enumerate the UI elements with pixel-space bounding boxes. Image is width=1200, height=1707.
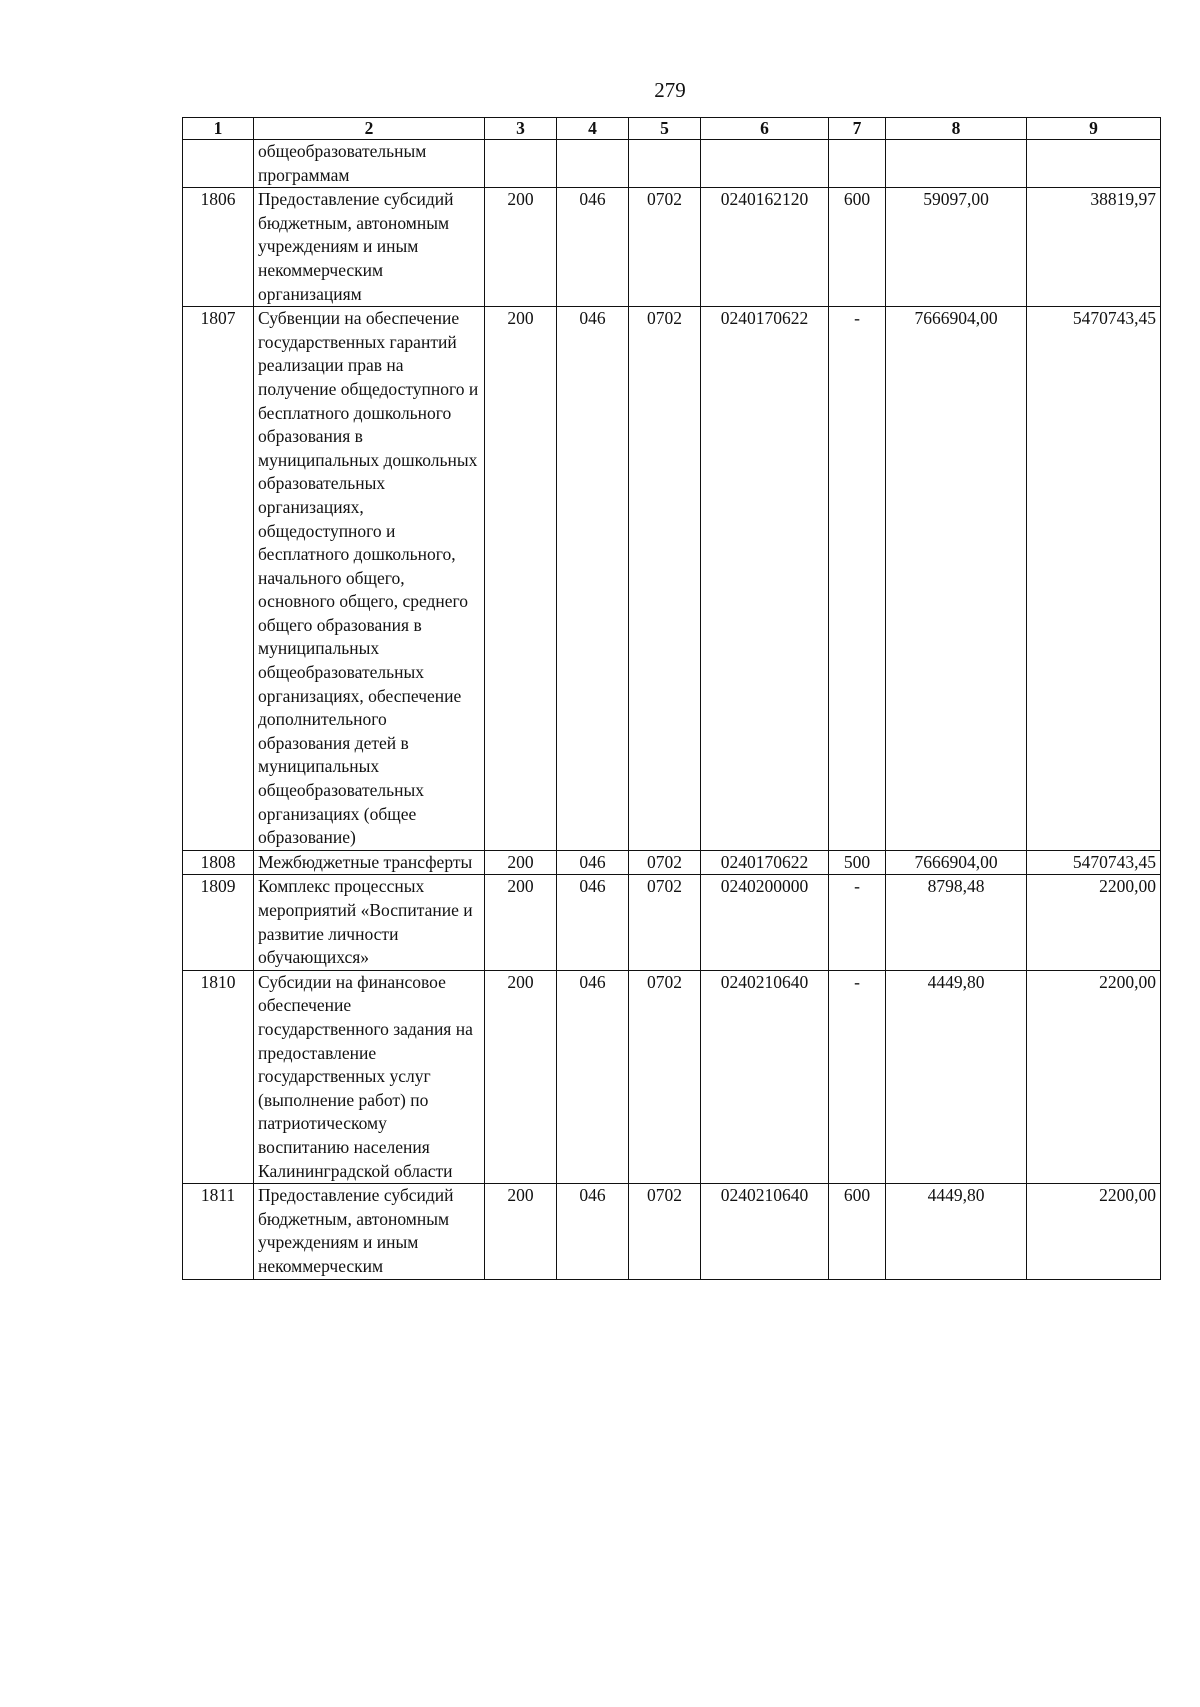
column-number-row (183, 118, 1161, 140)
code-cell: 046 (557, 875, 629, 970)
row-number-cell: 1810 (183, 970, 254, 1183)
table-row (183, 850, 1161, 875)
code-cell: 046 (557, 970, 629, 1183)
column-header: 7 (829, 118, 886, 140)
table-body (183, 140, 1161, 1280)
column-header: 4 (557, 118, 629, 140)
table-row (183, 1184, 1161, 1279)
column-header: 3 (485, 118, 557, 140)
table-row (183, 188, 1161, 307)
code-cell: 0240210640 (701, 970, 829, 1183)
amount-cell: 38819,97 (1027, 188, 1161, 307)
budget-table (182, 117, 1161, 1280)
item-name-cell: Предоставление субсидий бюджетным, автономным учреждениям и иным некоммерческим организациям (254, 188, 485, 307)
row-number-cell: 1811 (183, 1184, 254, 1279)
code-cell: 500 (829, 850, 886, 875)
column-header: 9 (1027, 118, 1161, 140)
code-cell: 046 (557, 188, 629, 307)
code-cell: 0702 (629, 850, 701, 875)
column-header: 5 (629, 118, 701, 140)
code-cell (557, 140, 629, 188)
code-cell: 600 (829, 1184, 886, 1279)
table-row (183, 970, 1161, 1183)
table-row (183, 307, 1161, 851)
page-number: 279 (654, 78, 686, 102)
column-header: 6 (701, 118, 829, 140)
amount-cell: 7666904,00 (886, 850, 1027, 875)
code-cell: 046 (557, 307, 629, 851)
amount-cell (886, 140, 1027, 188)
code-cell: - (829, 307, 886, 851)
row-number-cell: 1807 (183, 307, 254, 851)
amount-cell: 59097,00 (886, 188, 1027, 307)
item-name-cell: Субвенции на обеспечение государственных гарантий реализации прав на получение общедоступного и бесплатного дошкольного образования в муниципальных дошкольных образовательных организациях, общедоступного и бесплатного дошкольного, начального общего, основного общего, среднего общего образования в муниципальных общеобразовательных организациях, обеспечение дополнительного образования детей в муниципальных общеобразовательных организациях (общее образование) (254, 307, 485, 851)
item-name-cell: Субсидии на финансовое обеспечение государственного задания на предоставление государственных услуг (выполнение работ) по патриотическому воспитанию населения Калининградской области (254, 970, 485, 1183)
row-number-cell: 1806 (183, 188, 254, 307)
amount-cell (1027, 140, 1161, 188)
code-cell: 200 (485, 850, 557, 875)
column-header: 8 (886, 118, 1027, 140)
item-name-cell: Предоставление субсидий бюджетным, автономным учреждениям и иным некоммерческим (254, 1184, 485, 1279)
code-cell: - (829, 875, 886, 970)
column-header: 2 (254, 118, 485, 140)
code-cell: 200 (485, 188, 557, 307)
row-number-cell: 1809 (183, 875, 254, 970)
code-cell: 0702 (629, 875, 701, 970)
amount-cell: 4449,80 (886, 1184, 1027, 1279)
code-cell (629, 140, 701, 188)
row-number-cell (183, 140, 254, 188)
amount-cell: 2200,00 (1027, 875, 1161, 970)
amount-cell: 2200,00 (1027, 1184, 1161, 1279)
amount-cell: 7666904,00 (886, 307, 1027, 851)
column-header: 1 (183, 118, 254, 140)
item-name-cell: Комплекс процессных мероприятий «Воспитание и развитие личности обучающихся» (254, 875, 485, 970)
code-cell: 046 (557, 850, 629, 875)
amount-cell: 2200,00 (1027, 970, 1161, 1183)
amount-cell: 5470743,45 (1027, 850, 1161, 875)
code-cell: 0240200000 (701, 875, 829, 970)
item-name-cell: общеобразовательным программам (254, 140, 485, 188)
amount-cell: 8798,48 (886, 875, 1027, 970)
row-number-cell: 1808 (183, 850, 254, 875)
code-cell: 200 (485, 875, 557, 970)
code-cell: - (829, 970, 886, 1183)
code-cell: 0240170622 (701, 850, 829, 875)
amount-cell: 4449,80 (886, 970, 1027, 1183)
amount-cell: 5470743,45 (1027, 307, 1161, 851)
code-cell (829, 140, 886, 188)
code-cell: 200 (485, 307, 557, 851)
code-cell: 0702 (629, 307, 701, 851)
code-cell: 200 (485, 1184, 557, 1279)
code-cell: 046 (557, 1184, 629, 1279)
item-name-cell: Межбюджетные трансферты (254, 850, 485, 875)
code-cell (485, 140, 557, 188)
table-row (183, 140, 1161, 188)
code-cell (701, 140, 829, 188)
code-cell: 600 (829, 188, 886, 307)
table-row (183, 875, 1161, 970)
code-cell: 200 (485, 970, 557, 1183)
code-cell: 0240210640 (701, 1184, 829, 1279)
code-cell: 0702 (629, 1184, 701, 1279)
code-cell: 0240162120 (701, 188, 829, 307)
code-cell: 0240170622 (701, 307, 829, 851)
code-cell: 0702 (629, 188, 701, 307)
code-cell: 0702 (629, 970, 701, 1183)
